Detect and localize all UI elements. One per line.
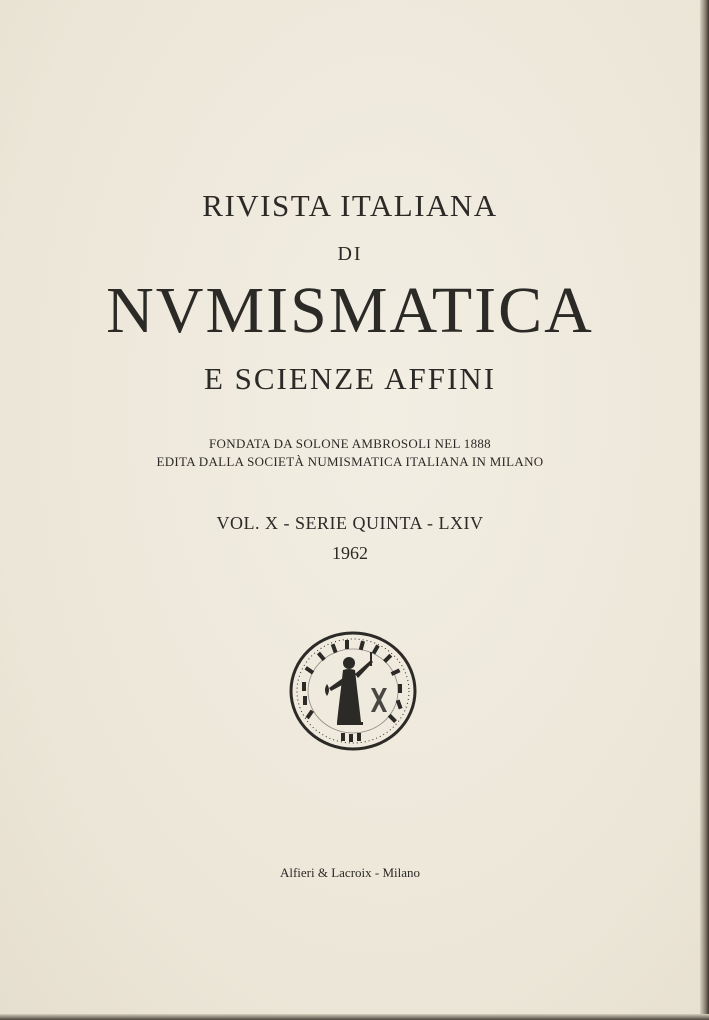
journal-title-main: NVMISMATICA (106, 274, 594, 347)
publisher-imprint: Alfieri & Lacroix - Milano (279, 865, 421, 880)
founded-note: FONDATA DA SOLONE AMBROSOLI NEL 1888 (209, 436, 491, 451)
page-edge-right (700, 0, 709, 1020)
journal-title-line1: RIVISTA ITALIANA (202, 188, 498, 223)
journal-title-di: DI (337, 243, 363, 265)
publication-year: 1962 (332, 543, 368, 563)
journal-subtitle: E SCIENZE AFFINI (203, 361, 497, 396)
roman-coin-emblem-icon (287, 630, 419, 752)
page-edge-bottom (0, 1014, 709, 1020)
edited-note: EDITA DALLA SOCIETÀ NUMISMATICA ITALIANA IN MILANO (156, 454, 544, 469)
volume-info: VOL. X - SERIE QUINTA - LXIV (216, 513, 484, 533)
